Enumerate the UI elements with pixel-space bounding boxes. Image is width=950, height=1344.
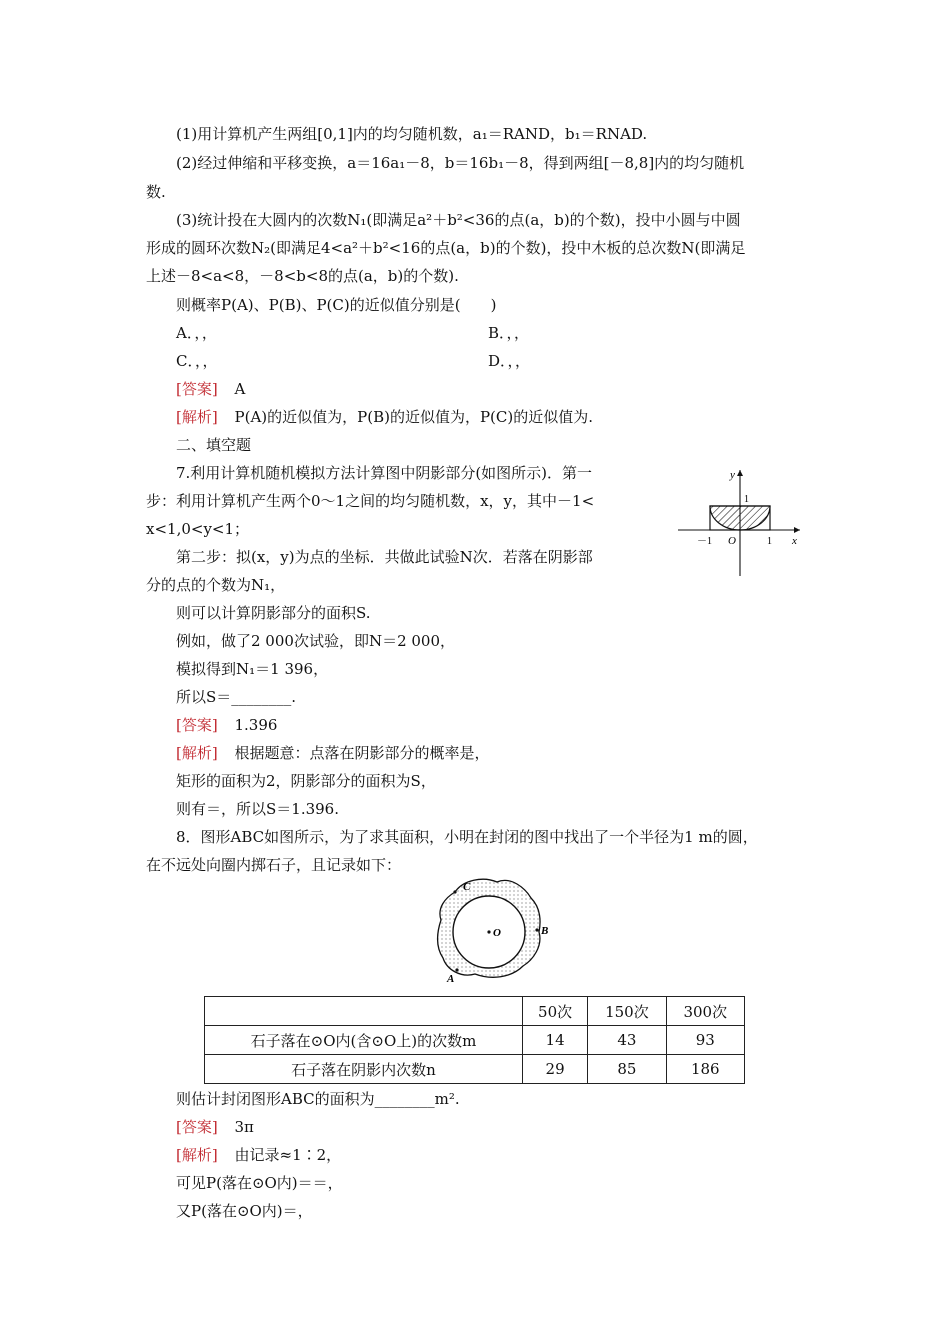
answer-value: A — [234, 380, 246, 398]
p8-line1: 8．图形ABC如图所示，为了求其面积，小明在封闭的图中找出了一个半径为1 m的圆， — [176, 828, 758, 846]
p8-question: 则估计封闭图形ABC的面积为________m². — [176, 1090, 460, 1108]
table-row — [205, 1026, 745, 1055]
p6-step3-line2: 形成的圆环次数N₂(即满足4<a²＋b²<16的点(a，b)的个数)，投中木板的总次数N(即满足 — [146, 239, 746, 257]
answer-tag: [答案] — [176, 716, 218, 734]
label-a: A — [447, 973, 455, 985]
p7-line5: 分的点的个数为N₁， — [146, 576, 286, 594]
answer-value: 1.396 — [234, 716, 278, 734]
p6-step2-line1: (2)经过伸缩和平移变换，a＝16a₁－8，b＝16b₁－8，得到两组[－8,8]内的均匀随机 — [176, 154, 745, 172]
p7-line4: 第二步：拟(x，y)为点的坐标．共做此试验N次．若落在阴影部 — [176, 548, 593, 566]
label-c: C — [463, 881, 471, 893]
answer-tag: [答案] — [176, 1118, 218, 1136]
p7-analysis-row — [176, 743, 490, 763]
analysis-tag: [解析] — [176, 408, 218, 426]
origin-label: O — [728, 535, 736, 547]
p6-analysis-row — [176, 407, 593, 427]
p6-step3-line3: 上述－8<a<8，－8<b<8的点(a，b)的个数). — [146, 267, 459, 285]
analysis-tag: [解析] — [176, 744, 218, 762]
table-header-cell: 300次 — [666, 997, 744, 1026]
label-o: O — [493, 927, 501, 939]
p8-line2: 在不远处向圈内掷石子，且记录如下： — [146, 856, 402, 874]
table-header-row — [205, 997, 745, 1026]
analysis-text: 由记录≈1∶2， — [234, 1146, 342, 1164]
p6-step3-line1: (3)统计投在大圆内的次数N₁(即满足a²＋b²<36的点(a，b)的个数)，投中小圆与中圆 — [176, 211, 741, 229]
table-header-cell: 50次 — [523, 997, 588, 1026]
p6-question: 则概率P(A)、P(B)、P(C)的近似值分别是( ) — [176, 296, 497, 314]
p7-line7: 例如，做了2 000次试验，即N＝2 000， — [176, 632, 456, 650]
point-c-icon — [453, 890, 456, 893]
tick-label-y-one: 1 — [744, 494, 749, 505]
p7-coordinate-figure — [672, 462, 812, 580]
p8-analysis-line2: 可见P(落在⊙O内)＝＝， — [176, 1174, 343, 1192]
p6-step1: (1)用计算机产生两组[0,1]内的均匀随机数，a₁＝RAND，b₁＝RNAD. — [176, 125, 648, 143]
p8-analysis-line3: 又P(落在⊙O内)＝， — [176, 1202, 313, 1220]
table-cell: 29 — [523, 1055, 588, 1084]
p7-line2: 步：利用计算机产生两个0～1之间的均匀随机数，x，y，其中－1< — [146, 492, 595, 510]
label-b: B — [541, 925, 549, 937]
p7-analysis-line3: 则有＝，所以S＝1.396. — [176, 800, 339, 818]
analysis-tag: [解析] — [176, 1146, 218, 1164]
table-cell: 14 — [523, 1026, 588, 1055]
p6-step2-line2: 数. — [146, 183, 166, 201]
p7-line8: 模拟得到N₁＝1 396， — [176, 660, 329, 678]
p8-answer-row — [176, 1117, 254, 1137]
table-row — [205, 1055, 745, 1084]
point-b-icon — [535, 928, 538, 931]
section-title: 二、填空题 — [176, 436, 252, 454]
p7-line1: 7.利用计算机随机模拟方法计算图中阴影部分(如图所示)．第一 — [176, 464, 593, 482]
table-cell: 85 — [588, 1055, 666, 1084]
p6-answer-row — [176, 379, 245, 399]
record-table — [204, 996, 745, 1084]
p6-option-d: D．，， — [488, 352, 531, 370]
y-axis-label: y — [730, 469, 735, 481]
x-axis-arrow-icon — [794, 527, 800, 533]
p6-option-c: C．，， — [176, 352, 218, 370]
p7-line3: x<1,0<y<1； — [146, 520, 250, 538]
p6-option-b: B．，， — [488, 324, 530, 342]
p7-line9: 所以S＝________. — [176, 688, 297, 706]
table-cell: 93 — [666, 1026, 744, 1055]
p6-option-a: A．，， — [176, 324, 217, 342]
answer-tag: [答案] — [176, 380, 218, 398]
table-header-cell — [205, 997, 523, 1026]
analysis-text: P(A)的近似值为，P(B)的近似值为，P(C)的近似值为. — [234, 408, 593, 426]
table-cell: 186 — [666, 1055, 744, 1084]
p7-analysis-line2: 矩形的面积为2，阴影部分的面积为S， — [176, 772, 436, 790]
analysis-text: 根据题意：点落在阴影部分的概率是， — [234, 744, 490, 762]
p8-analysis-row — [176, 1145, 341, 1165]
table-row-label: 石子落在⊙O内(含⊙O上)的次数m — [205, 1026, 523, 1055]
x-axis-label: x — [792, 535, 797, 547]
y-axis-arrow-icon — [737, 470, 743, 476]
table-cell: 43 — [588, 1026, 666, 1055]
tick-label-neg-one: －1 — [697, 536, 712, 547]
tick-label-x-one: 1 — [767, 536, 772, 547]
p7-line6: 则可以计算阴影部分的面积S. — [176, 604, 371, 622]
answer-value: 3π — [234, 1118, 254, 1136]
p8-blob-figure — [425, 874, 560, 986]
table-row-label: 石子落在阴影内次数n — [205, 1055, 523, 1084]
p7-answer-row — [176, 715, 277, 735]
point-a-icon — [455, 968, 458, 971]
table-header-cell: 150次 — [588, 997, 666, 1026]
center-point-icon — [487, 930, 490, 933]
